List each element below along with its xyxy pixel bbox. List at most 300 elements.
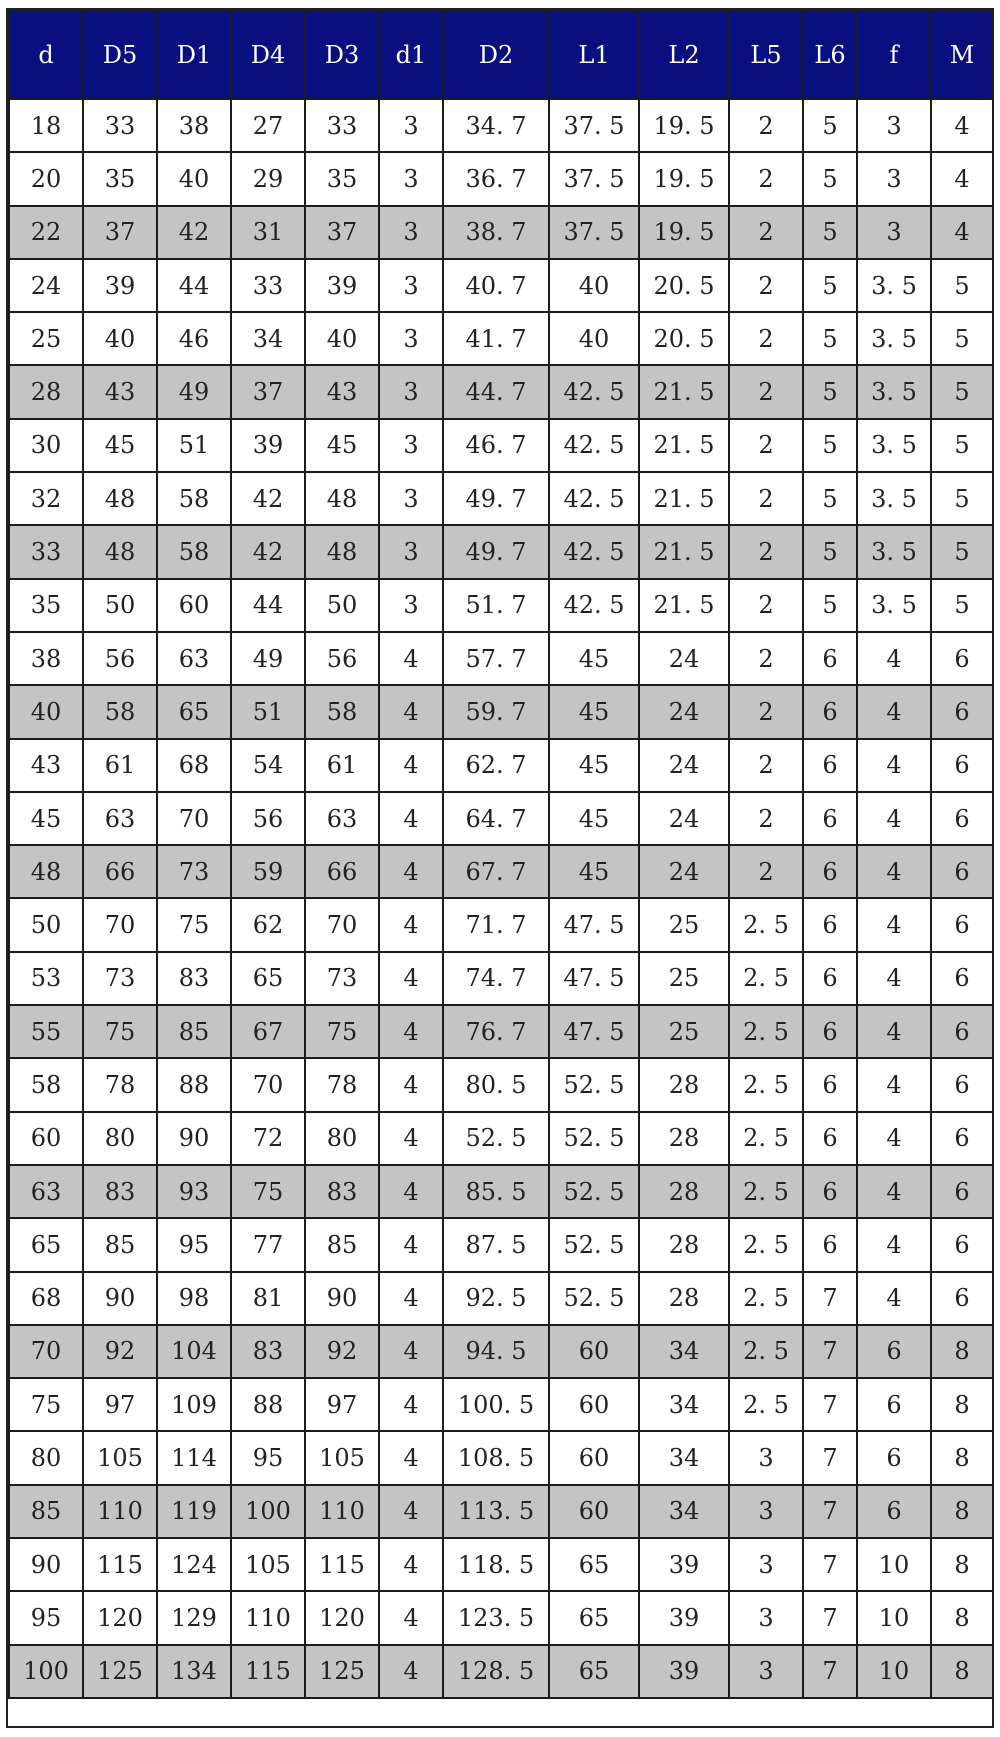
table-cell: 3 bbox=[729, 1645, 803, 1698]
table-cell: 4 bbox=[379, 1485, 443, 1538]
table-cell: 53 bbox=[9, 952, 83, 1005]
table-cell: 5 bbox=[803, 206, 857, 259]
table-row bbox=[9, 259, 993, 312]
table-cell: 7 bbox=[803, 1272, 857, 1325]
table-cell: 50 bbox=[83, 579, 157, 632]
table-cell: 42. 5 bbox=[549, 419, 639, 472]
table-row bbox=[9, 472, 993, 525]
table-cell: 81 bbox=[231, 1272, 305, 1325]
table-cell: 34 bbox=[639, 1378, 729, 1431]
table-cell: 49. 7 bbox=[443, 472, 549, 525]
table-cell: 70 bbox=[305, 898, 379, 951]
table-header-row bbox=[9, 11, 993, 99]
table-cell: 115 bbox=[231, 1645, 305, 1698]
table-cell: 4 bbox=[379, 739, 443, 792]
table-cell: 8 bbox=[931, 1378, 993, 1431]
table-cell: 90 bbox=[305, 1272, 379, 1325]
table-cell: 3. 5 bbox=[857, 472, 931, 525]
table-cell: 25 bbox=[9, 312, 83, 365]
table-cell: 3 bbox=[379, 472, 443, 525]
table-cell: 90 bbox=[9, 1538, 83, 1591]
table-cell: 2. 5 bbox=[729, 1005, 803, 1058]
column-header: f bbox=[857, 11, 931, 99]
table-cell: 118. 5 bbox=[443, 1538, 549, 1591]
table-cell: 44 bbox=[231, 579, 305, 632]
table-cell: 65 bbox=[549, 1538, 639, 1591]
column-header: L6 bbox=[803, 11, 857, 99]
table-cell: 5 bbox=[803, 472, 857, 525]
table-cell: 37. 5 bbox=[549, 206, 639, 259]
table-cell: 77 bbox=[231, 1218, 305, 1271]
table-cell: 59. 7 bbox=[443, 685, 549, 738]
table-cell: 39 bbox=[639, 1538, 729, 1591]
table-cell: 2 bbox=[729, 685, 803, 738]
table-row bbox=[9, 365, 993, 418]
table-cell: 5 bbox=[803, 419, 857, 472]
table-cell: 4 bbox=[857, 845, 931, 898]
table-cell: 71. 7 bbox=[443, 898, 549, 951]
table-cell: 2. 5 bbox=[729, 1058, 803, 1111]
table-cell: 31 bbox=[231, 206, 305, 259]
table-cell: 85 bbox=[9, 1485, 83, 1538]
table-cell: 61 bbox=[305, 739, 379, 792]
table-cell: 34 bbox=[639, 1485, 729, 1538]
column-header: L5 bbox=[729, 11, 803, 99]
table-cell: 8 bbox=[931, 1591, 993, 1644]
table-row bbox=[9, 99, 993, 152]
table-cell: 92 bbox=[83, 1325, 157, 1378]
table-cell: 6 bbox=[857, 1325, 931, 1378]
table-cell: 60 bbox=[157, 579, 231, 632]
table-row bbox=[9, 1112, 993, 1165]
table-cell: 92. 5 bbox=[443, 1272, 549, 1325]
table-cell: 21. 5 bbox=[639, 579, 729, 632]
table-cell: 7 bbox=[803, 1538, 857, 1591]
table-cell: 45 bbox=[549, 685, 639, 738]
table-cell: 128. 5 bbox=[443, 1645, 549, 1698]
table-cell: 67. 7 bbox=[443, 845, 549, 898]
table-cell: 134 bbox=[157, 1645, 231, 1698]
table-cell: 73 bbox=[305, 952, 379, 1005]
table-cell: 6 bbox=[931, 1112, 993, 1165]
table-cell: 95 bbox=[231, 1431, 305, 1484]
dimension-table-container bbox=[6, 8, 994, 1728]
table-cell: 3. 5 bbox=[857, 259, 931, 312]
table-cell: 5 bbox=[803, 152, 857, 205]
table-cell: 4 bbox=[857, 792, 931, 845]
table-cell: 6 bbox=[857, 1378, 931, 1431]
table-cell: 34 bbox=[639, 1325, 729, 1378]
table-cell: 6 bbox=[931, 952, 993, 1005]
table-cell: 63 bbox=[305, 792, 379, 845]
table-cell: 75 bbox=[305, 1005, 379, 1058]
table-cell: 41. 7 bbox=[443, 312, 549, 365]
table-cell: 35 bbox=[83, 152, 157, 205]
table-cell: 3 bbox=[379, 259, 443, 312]
table-row bbox=[9, 1431, 993, 1484]
table-cell: 52. 5 bbox=[549, 1272, 639, 1325]
table-cell: 6 bbox=[803, 1112, 857, 1165]
table-cell: 27 bbox=[231, 99, 305, 152]
table-cell: 4 bbox=[857, 739, 931, 792]
table-cell: 48 bbox=[9, 845, 83, 898]
table-cell: 4 bbox=[379, 1431, 443, 1484]
table-cell: 74. 7 bbox=[443, 952, 549, 1005]
table-cell: 4 bbox=[857, 1272, 931, 1325]
table-cell: 73 bbox=[157, 845, 231, 898]
table-cell: 5 bbox=[931, 579, 993, 632]
table-cell: 4 bbox=[379, 845, 443, 898]
table-cell: 3. 5 bbox=[857, 525, 931, 578]
table-cell: 115 bbox=[83, 1538, 157, 1591]
table-cell: 21. 5 bbox=[639, 419, 729, 472]
table-cell: 4 bbox=[379, 1272, 443, 1325]
table-cell: 110 bbox=[305, 1485, 379, 1538]
table-cell: 100. 5 bbox=[443, 1378, 549, 1431]
table-cell: 4 bbox=[857, 898, 931, 951]
table-cell: 24 bbox=[639, 632, 729, 685]
table-cell: 37 bbox=[83, 206, 157, 259]
table-cell: 33 bbox=[305, 99, 379, 152]
table-cell: 90 bbox=[157, 1112, 231, 1165]
table-row bbox=[9, 1218, 993, 1271]
table-cell: 97 bbox=[305, 1378, 379, 1431]
table-cell: 7 bbox=[803, 1485, 857, 1538]
table-cell: 83 bbox=[157, 952, 231, 1005]
table-cell: 37 bbox=[231, 365, 305, 418]
table-cell: 80 bbox=[9, 1431, 83, 1484]
table-cell: 3 bbox=[857, 99, 931, 152]
table-cell: 4 bbox=[379, 1005, 443, 1058]
table-cell: 94. 5 bbox=[443, 1325, 549, 1378]
table-cell: 56 bbox=[231, 792, 305, 845]
table-cell: 4 bbox=[379, 1112, 443, 1165]
table-cell: 54 bbox=[231, 739, 305, 792]
table-cell: 45 bbox=[549, 792, 639, 845]
table-cell: 5 bbox=[803, 525, 857, 578]
table-cell: 70 bbox=[231, 1058, 305, 1111]
table-cell: 85 bbox=[83, 1218, 157, 1271]
table-cell: 100 bbox=[231, 1485, 305, 1538]
table-cell: 6 bbox=[931, 792, 993, 845]
table-cell: 67 bbox=[231, 1005, 305, 1058]
table-cell: 66 bbox=[83, 845, 157, 898]
table-cell: 105 bbox=[305, 1431, 379, 1484]
table-cell: 43 bbox=[9, 739, 83, 792]
table-cell: 76. 7 bbox=[443, 1005, 549, 1058]
table-row bbox=[9, 632, 993, 685]
table-cell: 38. 7 bbox=[443, 206, 549, 259]
table-cell: 47. 5 bbox=[549, 952, 639, 1005]
column-header: D4 bbox=[231, 11, 305, 99]
table-cell: 114 bbox=[157, 1431, 231, 1484]
table-cell: 6 bbox=[931, 1165, 993, 1218]
table-cell: 6 bbox=[803, 1165, 857, 1218]
table-cell: 5 bbox=[931, 472, 993, 525]
table-cell: 21. 5 bbox=[639, 525, 729, 578]
table-cell: 60 bbox=[549, 1378, 639, 1431]
table-cell: 10 bbox=[857, 1645, 931, 1698]
table-cell: 80 bbox=[83, 1112, 157, 1165]
table-cell: 4 bbox=[379, 898, 443, 951]
table-body bbox=[9, 99, 993, 1698]
table-cell: 4 bbox=[857, 1218, 931, 1271]
table-cell: 6 bbox=[803, 685, 857, 738]
table-cell: 39 bbox=[639, 1645, 729, 1698]
table-cell: 39 bbox=[305, 259, 379, 312]
table-cell: 6 bbox=[803, 1218, 857, 1271]
table-cell: 3 bbox=[379, 419, 443, 472]
table-cell: 6 bbox=[803, 792, 857, 845]
table-cell: 19. 5 bbox=[639, 206, 729, 259]
table-cell: 44 bbox=[157, 259, 231, 312]
table-cell: 18 bbox=[9, 99, 83, 152]
table-cell: 4 bbox=[857, 952, 931, 1005]
table-cell: 2 bbox=[729, 259, 803, 312]
table-cell: 5 bbox=[803, 99, 857, 152]
table-cell: 5 bbox=[931, 365, 993, 418]
table-row bbox=[9, 1591, 993, 1644]
table-cell: 45 bbox=[305, 419, 379, 472]
table-row bbox=[9, 739, 993, 792]
table-cell: 42. 5 bbox=[549, 365, 639, 418]
table-cell: 40 bbox=[9, 685, 83, 738]
table-cell: 58 bbox=[9, 1058, 83, 1111]
table-cell: 42. 5 bbox=[549, 579, 639, 632]
table-cell: 6 bbox=[803, 952, 857, 1005]
table-cell: 70 bbox=[83, 898, 157, 951]
table-cell: 4 bbox=[379, 632, 443, 685]
table-cell: 120 bbox=[305, 1591, 379, 1644]
table-cell: 6 bbox=[803, 845, 857, 898]
table-cell: 3 bbox=[379, 525, 443, 578]
table-cell: 7 bbox=[803, 1378, 857, 1431]
table-cell: 72 bbox=[231, 1112, 305, 1165]
table-cell: 45 bbox=[549, 632, 639, 685]
table-cell: 75 bbox=[157, 898, 231, 951]
table-cell: 2. 5 bbox=[729, 898, 803, 951]
table-cell: 87. 5 bbox=[443, 1218, 549, 1271]
table-cell: 55 bbox=[9, 1005, 83, 1058]
column-header: D1 bbox=[157, 11, 231, 99]
table-cell: 42 bbox=[231, 472, 305, 525]
table-cell: 52. 5 bbox=[549, 1165, 639, 1218]
table-cell: 52. 5 bbox=[549, 1218, 639, 1271]
table-cell: 5 bbox=[931, 419, 993, 472]
table-row bbox=[9, 1058, 993, 1111]
table-cell: 3 bbox=[379, 99, 443, 152]
table-cell: 83 bbox=[231, 1325, 305, 1378]
column-header: L2 bbox=[639, 11, 729, 99]
table-cell: 28 bbox=[639, 1112, 729, 1165]
table-cell: 2. 5 bbox=[729, 1165, 803, 1218]
table-cell: 45 bbox=[83, 419, 157, 472]
table-cell: 24 bbox=[9, 259, 83, 312]
table-cell: 58 bbox=[83, 685, 157, 738]
table-cell: 6 bbox=[857, 1485, 931, 1538]
table-cell: 40. 7 bbox=[443, 259, 549, 312]
table-cell: 4 bbox=[379, 1591, 443, 1644]
table-row bbox=[9, 525, 993, 578]
table-cell: 21. 5 bbox=[639, 365, 729, 418]
table-cell: 56 bbox=[305, 632, 379, 685]
table-cell: 4 bbox=[379, 1218, 443, 1271]
table-cell: 34. 7 bbox=[443, 99, 549, 152]
table-cell: 3. 5 bbox=[857, 579, 931, 632]
table-cell: 115 bbox=[305, 1538, 379, 1591]
table-cell: 2 bbox=[729, 579, 803, 632]
table-cell: 2 bbox=[729, 365, 803, 418]
table-cell: 3 bbox=[729, 1431, 803, 1484]
table-cell: 34 bbox=[231, 312, 305, 365]
table-cell: 2 bbox=[729, 739, 803, 792]
table-cell: 10 bbox=[857, 1538, 931, 1591]
table-cell: 8 bbox=[931, 1431, 993, 1484]
table-cell: 4 bbox=[857, 1165, 931, 1218]
table-cell: 120 bbox=[83, 1591, 157, 1644]
table-cell: 60 bbox=[549, 1485, 639, 1538]
table-cell: 2 bbox=[729, 632, 803, 685]
table-cell: 46. 7 bbox=[443, 419, 549, 472]
table-cell: 42 bbox=[157, 206, 231, 259]
table-cell: 2. 5 bbox=[729, 1272, 803, 1325]
table-cell: 2. 5 bbox=[729, 1325, 803, 1378]
table-row bbox=[9, 1378, 993, 1431]
table-cell: 98 bbox=[157, 1272, 231, 1325]
table-row bbox=[9, 1272, 993, 1325]
table-cell: 2 bbox=[729, 525, 803, 578]
table-cell: 57. 7 bbox=[443, 632, 549, 685]
table-cell: 3. 5 bbox=[857, 312, 931, 365]
table-cell: 6 bbox=[931, 632, 993, 685]
table-cell: 47. 5 bbox=[549, 898, 639, 951]
table-cell: 4 bbox=[379, 1538, 443, 1591]
table-cell: 5 bbox=[803, 365, 857, 418]
table-cell: 60 bbox=[549, 1325, 639, 1378]
table-cell: 3 bbox=[379, 579, 443, 632]
table-cell: 6 bbox=[803, 632, 857, 685]
table-cell: 58 bbox=[157, 525, 231, 578]
table-cell: 65 bbox=[9, 1218, 83, 1271]
table-cell: 10 bbox=[857, 1591, 931, 1644]
table-cell: 70 bbox=[157, 792, 231, 845]
table-cell: 33 bbox=[83, 99, 157, 152]
table-cell: 4 bbox=[931, 152, 993, 205]
table-cell: 124 bbox=[157, 1538, 231, 1591]
table-cell: 51. 7 bbox=[443, 579, 549, 632]
table-row bbox=[9, 845, 993, 898]
table-cell: 90 bbox=[83, 1272, 157, 1325]
table-cell: 110 bbox=[231, 1591, 305, 1644]
table-cell: 44. 7 bbox=[443, 365, 549, 418]
table-cell: 6 bbox=[931, 1058, 993, 1111]
table-cell: 63 bbox=[157, 632, 231, 685]
table-cell: 5 bbox=[931, 259, 993, 312]
table-cell: 2 bbox=[729, 792, 803, 845]
table-cell: 7 bbox=[803, 1645, 857, 1698]
table-cell: 4 bbox=[379, 1378, 443, 1431]
table-cell: 78 bbox=[305, 1058, 379, 1111]
table-cell: 28 bbox=[639, 1272, 729, 1325]
table-cell: 29 bbox=[231, 152, 305, 205]
table-cell: 38 bbox=[9, 632, 83, 685]
table-cell: 3. 5 bbox=[857, 365, 931, 418]
table-cell: 37. 5 bbox=[549, 152, 639, 205]
table-cell: 3 bbox=[379, 152, 443, 205]
table-cell: 42 bbox=[231, 525, 305, 578]
table-cell: 39 bbox=[231, 419, 305, 472]
table-cell: 21. 5 bbox=[639, 472, 729, 525]
table-cell: 88 bbox=[231, 1378, 305, 1431]
table-row bbox=[9, 419, 993, 472]
table-cell: 6 bbox=[803, 898, 857, 951]
table-cell: 3 bbox=[857, 206, 931, 259]
table-cell: 6 bbox=[803, 1058, 857, 1111]
table-cell: 19. 5 bbox=[639, 99, 729, 152]
table-cell: 3 bbox=[729, 1591, 803, 1644]
table-row bbox=[9, 579, 993, 632]
table-cell: 2 bbox=[729, 206, 803, 259]
table-cell: 56 bbox=[83, 632, 157, 685]
table-cell: 109 bbox=[157, 1378, 231, 1431]
table-cell: 52. 5 bbox=[549, 1058, 639, 1111]
table-cell: 63 bbox=[9, 1165, 83, 1218]
table-cell: 64. 7 bbox=[443, 792, 549, 845]
table-cell: 42. 5 bbox=[549, 525, 639, 578]
table-cell: 68 bbox=[157, 739, 231, 792]
table-cell: 52. 5 bbox=[549, 1112, 639, 1165]
table-cell: 48 bbox=[305, 472, 379, 525]
table-cell: 4 bbox=[857, 1112, 931, 1165]
table-row bbox=[9, 792, 993, 845]
table-cell: 51 bbox=[231, 685, 305, 738]
table-cell: 60 bbox=[9, 1112, 83, 1165]
table-cell: 6 bbox=[931, 898, 993, 951]
table-cell: 50 bbox=[305, 579, 379, 632]
table-cell: 2 bbox=[729, 845, 803, 898]
table-cell: 24 bbox=[639, 739, 729, 792]
table-cell: 24 bbox=[639, 845, 729, 898]
table-cell: 2. 5 bbox=[729, 1378, 803, 1431]
table-cell: 7 bbox=[803, 1431, 857, 1484]
table-cell: 60 bbox=[549, 1431, 639, 1484]
table-cell: 3 bbox=[379, 206, 443, 259]
table-cell: 2. 5 bbox=[729, 952, 803, 1005]
table-row bbox=[9, 152, 993, 205]
table-cell: 2 bbox=[729, 472, 803, 525]
table-cell: 28 bbox=[639, 1058, 729, 1111]
table-cell: 85 bbox=[305, 1218, 379, 1271]
table-cell: 4 bbox=[857, 1058, 931, 1111]
table-cell: 92 bbox=[305, 1325, 379, 1378]
table-cell: 8 bbox=[931, 1538, 993, 1591]
table-cell: 24 bbox=[639, 792, 729, 845]
table-cell: 108. 5 bbox=[443, 1431, 549, 1484]
table-row bbox=[9, 1165, 993, 1218]
table-cell: 25 bbox=[639, 1005, 729, 1058]
table-cell: 45 bbox=[9, 792, 83, 845]
table-cell: 6 bbox=[931, 739, 993, 792]
table-row bbox=[9, 952, 993, 1005]
table-cell: 104 bbox=[157, 1325, 231, 1378]
table-cell: 123. 5 bbox=[443, 1591, 549, 1644]
table-cell: 40 bbox=[549, 312, 639, 365]
table-cell: 4 bbox=[857, 632, 931, 685]
table-cell: 129 bbox=[157, 1591, 231, 1644]
table-row bbox=[9, 206, 993, 259]
table-cell: 100 bbox=[9, 1645, 83, 1698]
table-cell: 45 bbox=[549, 845, 639, 898]
